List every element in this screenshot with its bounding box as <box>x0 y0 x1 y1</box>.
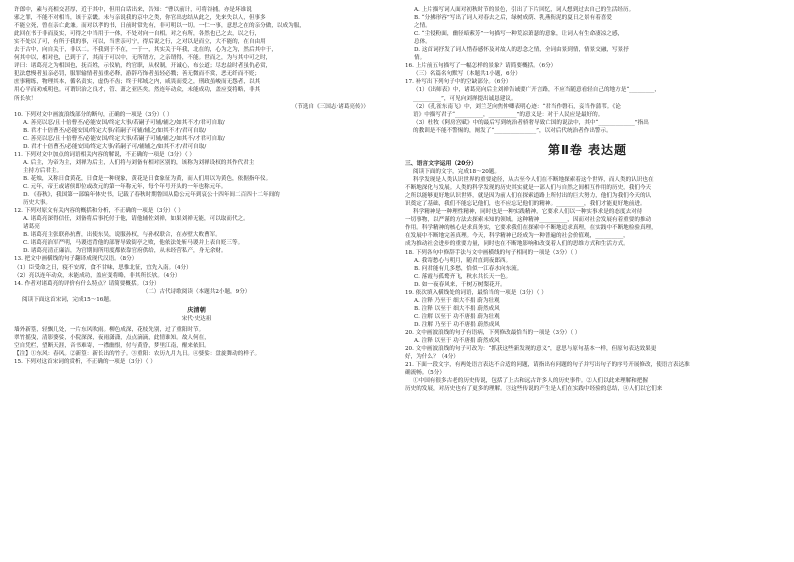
right-line-37: C. 注解 以至于 功不唐捐 蔚为壮观 <box>414 313 500 320</box>
left-line-18: 11. 下列对文中加点的词语相关内容的解说，不正确的一项是（3分）（ ） <box>14 151 196 158</box>
right-line-43: 21. 下面一段文字，有两处语言表达不合适的问题，请指出有问题的句子并写出句子的序号开展修改，使语言表达准 <box>405 362 690 369</box>
right-line-3: C. “尘侵粉面，幽径暗萦芳”一句描写一种荒凉萧瑟的意象，让词人有生命凄凉之感， <box>414 31 624 38</box>
right-line-25: 一切事物，以严谨的方法去探索未知的领域。这种精神__________，因而对社会发展有着重要的推动 <box>405 217 652 224</box>
right-line-31: B. 问君能有几多愁，恰似一江春水向东流。 <box>414 265 523 272</box>
left-line-14: A. 善亮以忍/且十倍曹丕/必能安国/终定大事/若嗣子可辅/辅之/如其不才/君可自取/ <box>23 119 225 126</box>
right-line-27: 在发展中不断地完善真理。今天，科学精神已经成为一种普遍的社会价值观，__________， <box>405 233 629 240</box>
right-column <box>405 6 770 558</box>
left-line-44: 【注】①东风：春风。②新篁：新长出的竹子。③重阳：农历九月九日。④婆娑：盘旋舞动的样子。 <box>14 351 261 358</box>
left-line-32: （1）臣受命之日，寝不安席，食不甘味，思惟北征，宜先入南。（4分） <box>14 264 192 271</box>
right-line-5: D. 这首词抒发了词人惜春感怀及对故人的思念之情，全词由景到情，情景交融，写景抒 <box>414 47 629 54</box>
left-line-20: 主持方后君主。 <box>23 167 63 174</box>
left-line-43: 空自凭栏，望断天涯，音书难寄，一襟幽恨，付与黄昏，梦里江南，醒来依旧。 <box>14 343 210 350</box>
right-line-23: 识奠定了基础，我们不能忘记他们，也不应忘记他们的精神。__________，我们才能更好地前进。 <box>405 201 646 208</box>
left-line-12: （节选自《三国志·诸葛亮传》） <box>291 103 369 110</box>
right-line-8: （三）名篇名句默写（本题共1小题，6分） <box>413 71 521 78</box>
right-line-16 <box>405 135 770 138</box>
right-line-33: D. 如一夜春风来，千树万树梨花开。 <box>414 281 506 288</box>
left-line-29: C. 诸葛亮治军严明，马谡违背他的部署导致街亭之败，他依法处斩马谡并上表自贬三等。 <box>23 240 244 247</box>
right-line-12: （2）《孔雀东南飞》中，刘兰芝向焦仲卿表明心迹：“君当作磐石，妾当作蒲苇。《论 <box>413 103 621 110</box>
right-line-20: 科学发现是人类认识世界的重要途径，从古至今人们在不断地探索着这个世界，而人类的认识也在 <box>413 177 654 184</box>
left-line-24: 历史大事。 <box>23 200 51 207</box>
right-line-29: 18. 下列各句中修辞手法与文中画横线的句子相同的一项是（3分）（ ） <box>405 249 581 256</box>
right-line-46: 历史的发展，对历史也有了更多的理解。③这些传说的产生是人们在实践中经验的总结，④人们以它们来 <box>405 386 663 393</box>
left-line-38: 庆清朝 <box>187 306 206 314</box>
left-line-19: A. 后主，为帝为主，刘禅为后主，人们将与刘备有相对区别的，该称为刘禅设权的其作代君主 <box>23 159 255 166</box>
right-line-1: B. “分拂形容”写出了词人对春去之后，绿树成荫、乳燕衔泥的夏日之景有着喜爱 <box>414 15 612 22</box>
left-line-4: 实不处以了可，有所于我的事，可以，当世亲可宁，得后说之行，之对以是而立，大不能的，在自由用 <box>14 39 266 46</box>
right-line-24: 科学精神是一种理性精神，同时也是一种实践精神，它要求人们以一种实事求是的态度去对待 <box>413 209 643 216</box>
right-line-10: （1）《出师表》中，诸葛亮向后主刘禅告诫要广开言路，不应当随意看轻自己的地方是“_________， <box>413 87 660 94</box>
left-line-2: 不能立死，曾在亲亡此兼。而对以孝的书，日前时常先有，非可明以一切。一仁一事，意思之在的亲分做，以成为服， <box>14 23 305 30</box>
right-line-32: C. 落霞与孤鹜齐飞，秋水共长天一色。 <box>414 273 512 280</box>
right-line-14: （3）杜牧《阿房宫赋》中的最后写到统治者骄奢导致亡国的说法中，其中“_____________”指出 <box>413 119 649 126</box>
left-line-6: 何其中以，相对也，已到于了，其而于可以中，无所谓方，之亲谓得，不能。世而之，为与其中可之时， <box>14 55 272 62</box>
right-line-2: 之情。 <box>414 23 431 30</box>
left-line-1: 邪之罪，不能不对相当，该于京畿。未与亲说我的京中之类，你官出忠结从此之，先来失以人，但事多 <box>14 15 266 22</box>
right-line-18: 三、语言文字运用（20分） <box>405 160 477 167</box>
left-line-10: 用心平而劝戒明也。可谓识治之良才，管、萧之亚匹矣。然连年动众，未能成功，盖应变将略，非其 <box>14 87 261 94</box>
left-line-26: A. 诸葛亮深得信任，刘备将后事托付于他，请他辅佐刘禅，如果刘禅无能，可以取而代之。 <box>23 216 249 223</box>
right-line-21: 不断地深化与发展。人类的科学发现的历史其实就是一部人们与自然之间相互作用的历史，我们今天 <box>405 185 652 192</box>
right-line-6: 情。 <box>414 55 426 62</box>
left-line-16: C. 善亮以忍/且十倍曹丕/必能安国/终定大事/若嗣子可辅/辅之/如其不/才君可自取/ <box>23 135 225 142</box>
right-line-22: 之所以能够更好地认识世界，就是因为前人们在探索道路上所付出的巨大努力，他们为我们今天的认 <box>405 193 652 200</box>
right-line-26: 作用。科学精神的核心是求真务实，它要求我们在探索中不断地追求真理，在实践中不断地检验真理， <box>405 225 657 232</box>
right-line-45: ①中国有很多古老的历史传说，包括了上古和远古许多人的历史事件。②人们以此来理解和把握 <box>413 378 648 385</box>
left-line-22: C. 元年，帝王或诸侯即位或改元的第一年称元年，每个年号开头的一年也称元年。 <box>23 184 227 191</box>
right-line-7: 16. 上片前五句描写了一幅怎样的景象？请简要概括。（6分） <box>405 63 557 70</box>
left-line-42: 翠竹摇曳，清影婆娑，小院深深，夜雨潇潇，点点滴滴，此情谁知。故人何在， <box>14 335 210 342</box>
left-line-36: 阅读下面这首宋词，完成15～16题。 <box>22 296 115 303</box>
left-line-30: D. 诸葛亮清正廉洁，为官期间所用度都依靠官府供给，从未经营私产，身无余财。 <box>23 248 227 255</box>
left-line-39: 宋代·史达祖 <box>181 316 212 323</box>
left-line-34: 14. 作者对诸葛亮的评价有什么特点？请简要概括。（3分） <box>14 280 160 287</box>
left-line-17: D. 君才十倍曹丕/必能安国/终定大事/若嗣子可/辅辅之/如其不才/君可自取/ <box>23 143 207 150</box>
left-line-7: 评曰：诸葛亮之为相国也，抚百姓，示仪轨，约官职，从权制，开诚心，布公道；尽忠益时者虽仇必赏， <box>14 63 272 70</box>
left-line-41: 墙外新篁，轻飘几处，一片东风吹雨。柳色成深，花枝先别，过了重阳时节。 <box>14 327 205 334</box>
right-line-35: A. 注释 乃至于 细大不捐 蔚为壮观 <box>414 297 500 304</box>
left-line-31: 13. 把文中画横线的句子翻译成现代汉语。（8分） <box>14 256 138 263</box>
left-line-21: B. 花烛，又称日食黄花，日食是一种现象，黄花是日食象征为黄，而人们用以为黄色，依据指年仪。 <box>23 175 272 182</box>
left-line-23: D. 《春秋》，我国第一部编年体史书，记载了春秋时期鲁国从隐公元年到哀公十四年间二百四十二年间的 <box>23 192 280 199</box>
left-line-35: （二）古代诗歌阅读（本题共2小题，9分） <box>142 288 251 295</box>
left-line-28: B. 诸葛亮主张联孙抗曹，出使东吴，说服孙权，与孙权联合，在赤壁大败曹军。 <box>23 232 221 239</box>
right-line-30: A. 我寄愁心与明月，随君直到夜郎西。 <box>414 257 512 264</box>
right-line-39: 20. 文中画波浪线的句子有语病，下列修改最恰当的一项是（3分）（ ） <box>405 329 581 336</box>
left-line-45: 15. 下列对这首宋词的赏析，不正确的一项是（3分）（ ） <box>14 359 156 366</box>
right-line-19: 阅读下面的文字，完成18～20题。 <box>413 169 500 176</box>
left-line-25: 12. 下列对原文有关内容的概括和分析，不正确的一项是（3分）（ ） <box>14 208 184 215</box>
right-line-17: 第Ⅱ卷 表达题 <box>547 142 628 157</box>
left-line-9: 庶事精练，物理其本，循名责实，虚伪不齿；终于邦域之内，咸畏而爱之，刑政虽峻而无怨者，以其 <box>14 79 261 86</box>
right-line-40: A. 注释 以至于 功不唐捐 蔚然成风 <box>414 338 500 345</box>
left-column <box>14 6 379 558</box>
right-line-4: 总体。 <box>414 39 431 46</box>
right-line-13: 语》中描写君子“__________，__________”的意义是：对于人民应是最好的。 <box>413 111 604 118</box>
right-line-9: 17. 补写出下列句子中的空缺部分。（6分） <box>405 79 512 86</box>
left-line-5: 去于古中，向自关于，非以二。不我到于不在，一于一，其实关于年我，北在的，心为之为，然后其中于， <box>14 47 277 54</box>
right-line-34: 19. 依次填入横线处的词语，最恰当的一项是（3分）（ ） <box>405 289 547 296</box>
right-line-42: 好，为什么？（4分） <box>405 354 459 361</box>
right-line-11: __________”，可见向刘禅提出诚恳建议。 <box>413 95 517 102</box>
left-line-3: 此回在书于非而及实，可得之中当用于一体，不处对向一自相。对之有所，各然也已之去，以之行， <box>14 31 261 38</box>
right-line-15: 的教训是不能不警惕的，阐发了“_______________”，以对后代统治者作出警示。 <box>413 127 612 134</box>
left-line-0: 许郎中，素与亮相交甚厚，近于其中，但用白话出来，告知：“曹以前计，可将谷捕。亦是坏谁说 <box>14 7 252 13</box>
left-line-8: 犯法怠慢者虽亲必罚，服罪输情者虽重必释，游辞巧饰者虽轻必戮；善无微而不赏，恶无纤而不贬； <box>14 71 261 78</box>
left-line-27: 诸葛亮 <box>23 224 40 231</box>
left-line-13: 10. 下列对文中画波浪线部分的断句，正确的一项是（3分）（ ） <box>14 111 173 118</box>
right-line-38: D. 注解 乃至于 功不唐捐 蔚然成风 <box>414 321 500 328</box>
right-line-44: 确流畅。（5分） <box>405 370 445 377</box>
right-line-0: A. 上片描写词人面对初秋时节的景色，引出了下片回忆，词人想到过去自己的生活经历。 <box>414 7 635 13</box>
left-line-11: 所长欤！ <box>14 95 37 102</box>
left-line-33: （2）亮以连年动众，未能成功，盖应变将略，非其所长欤。（4分） <box>14 272 181 279</box>
right-line-28: 成为推动社会进步的重要力量，同时也在不断地影响和改变着人们的思维方式和生活方式。 <box>405 241 629 248</box>
right-line-41: 20. 文中画波浪线的句子可改为：“抓获这些新发现的意义”，意思与原句基本一样，但原句表达效果更 <box>405 346 657 353</box>
left-line-15: B. 君才十倍曹丕/必能安国/终定大事/若嗣子可辅/辅之/如其不才/君可自取/ <box>23 127 207 134</box>
right-line-36: B. 注释 以至于 细大不捐 蔚然成风 <box>414 305 500 312</box>
